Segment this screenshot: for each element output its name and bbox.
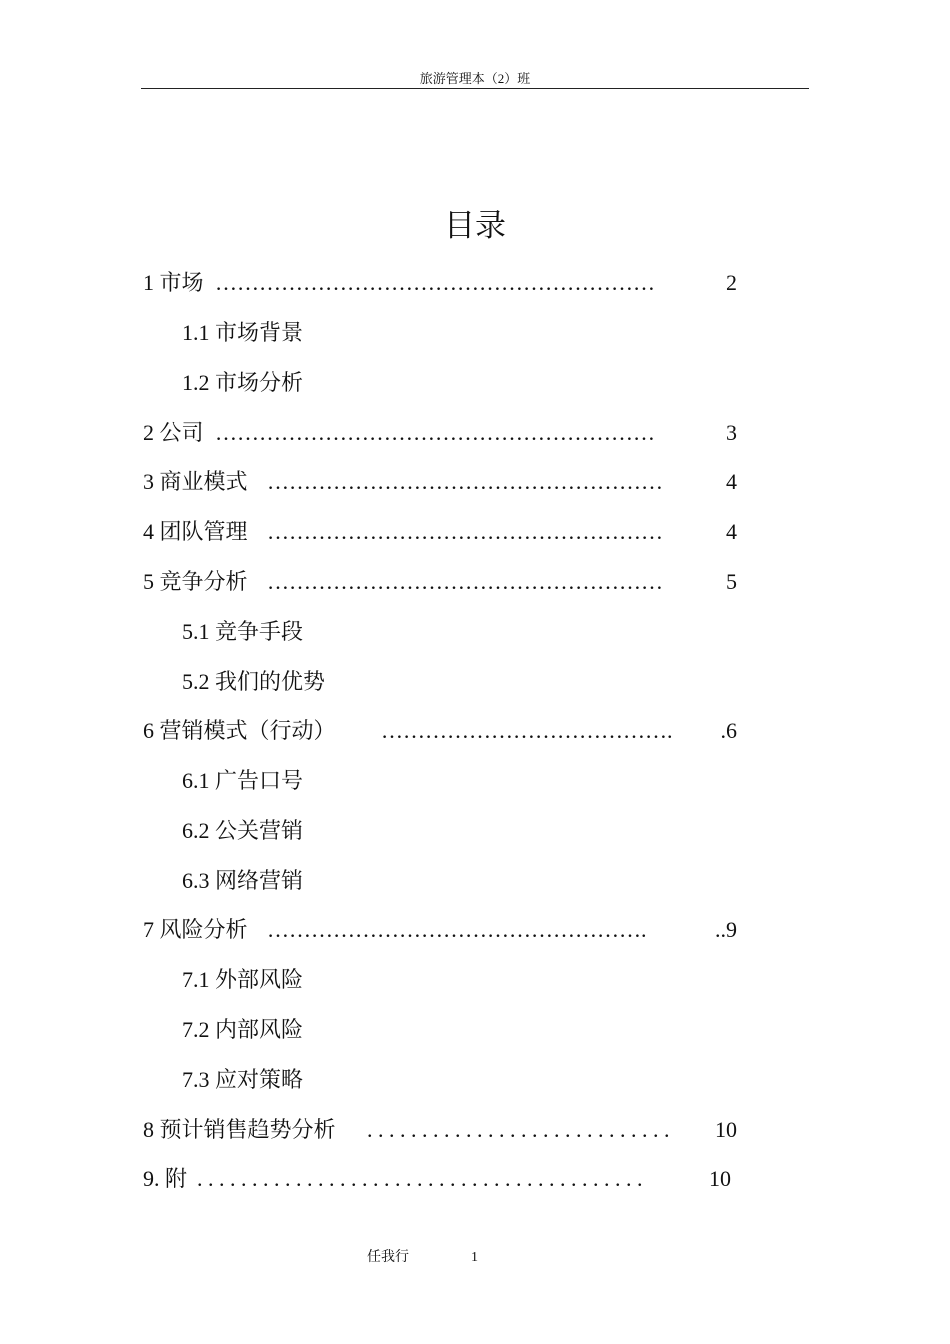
toc-entry-6-1[interactable]: 6.1 广告口号 xyxy=(182,768,304,793)
toc-entry-label: 2 公司 xyxy=(143,418,206,448)
toc-entry-page: ..9 xyxy=(714,915,737,945)
toc-leader-dots: …………………………………. xyxy=(381,718,673,743)
page-header: 旅游管理本（2）班 xyxy=(419,71,531,86)
toc-leader-dots: ……………………………………………… xyxy=(267,469,663,494)
toc-entry-label: 6 营销模式（行动） xyxy=(143,716,338,746)
toc-entry-page: 2 xyxy=(725,268,737,298)
toc-entry-page: 5 xyxy=(725,567,737,597)
toc-entry-page: 10 xyxy=(708,1164,731,1194)
toc-entry-label: 5 竞争分析 xyxy=(143,567,250,597)
toc-leader-dots: . . . . . . . . . . . . . . . . . . . . . . . . . . . . xyxy=(367,1117,670,1142)
toc-leader-dots: . . . . . . . . . . . . . . . . . . . . . . . . . . . . . . . . . . . . . . . . . xyxy=(197,1166,643,1191)
toc-entry-4[interactable] xyxy=(143,517,737,547)
toc-entry-7-1[interactable]: 7.1 外部风险 xyxy=(182,967,304,992)
toc-entry-1-1[interactable]: 1.1 市场背景 xyxy=(182,320,304,345)
footer-author: 任我行 xyxy=(367,1250,409,1265)
toc-leader-dots: …………………………………………………… xyxy=(215,420,655,445)
toc-entry-5-2[interactable]: 5.2 我们的优势 xyxy=(182,669,326,694)
toc-entry-9[interactable] xyxy=(143,1164,731,1194)
toc-entry-page: .6 xyxy=(720,716,738,746)
toc-leader-dots: …………………………………………………… xyxy=(215,270,655,295)
toc-entry-page: 10 xyxy=(714,1115,737,1145)
toc-entry-label: 4 团队管理 xyxy=(143,517,250,547)
toc-title: 目录 xyxy=(444,208,506,243)
toc-entry-label: 7 风险分析 xyxy=(143,915,250,945)
toc-entry-6[interactable] xyxy=(143,716,737,746)
toc-entry-6-2[interactable]: 6.2 公关营销 xyxy=(182,818,304,843)
toc-entry-7[interactable] xyxy=(143,915,737,945)
footer-page-number: 1 xyxy=(471,1250,478,1265)
toc-entry-6-3[interactable]: 6.3 网络营销 xyxy=(182,868,304,893)
toc-leader-dots: ……………………………………………… xyxy=(267,519,663,544)
header-rule xyxy=(141,88,809,89)
toc-entry-7-3[interactable]: 7.3 应对策略 xyxy=(182,1067,304,1092)
toc-entry-1-2[interactable]: 1.2 市场分析 xyxy=(182,370,304,395)
toc-entry-5[interactable] xyxy=(143,567,737,597)
toc-entry-2[interactable] xyxy=(143,418,737,448)
toc-entry-page: 4 xyxy=(725,467,737,497)
toc-entry-8[interactable] xyxy=(143,1115,737,1145)
toc-entry-3[interactable] xyxy=(143,467,737,497)
toc-entry-7-2[interactable]: 7.2 内部风险 xyxy=(182,1017,304,1042)
toc-entry-page: 4 xyxy=(725,517,737,547)
toc-entry-label: 3 商业模式 xyxy=(143,467,250,497)
toc-leader-dots: ……………………………………………. xyxy=(267,917,647,942)
toc-entry-5-1[interactable]: 5.1 竞争手段 xyxy=(182,619,304,644)
toc-entry-1[interactable] xyxy=(143,268,737,298)
toc-entry-label: 9. 附 xyxy=(143,1164,189,1194)
toc-entry-label: 8 预计销售趋势分析 xyxy=(143,1115,338,1145)
toc-leader-dots: ……………………………………………… xyxy=(267,569,663,594)
toc-entry-label: 1 市场 xyxy=(143,268,206,298)
toc-entry-page: 3 xyxy=(725,418,737,448)
